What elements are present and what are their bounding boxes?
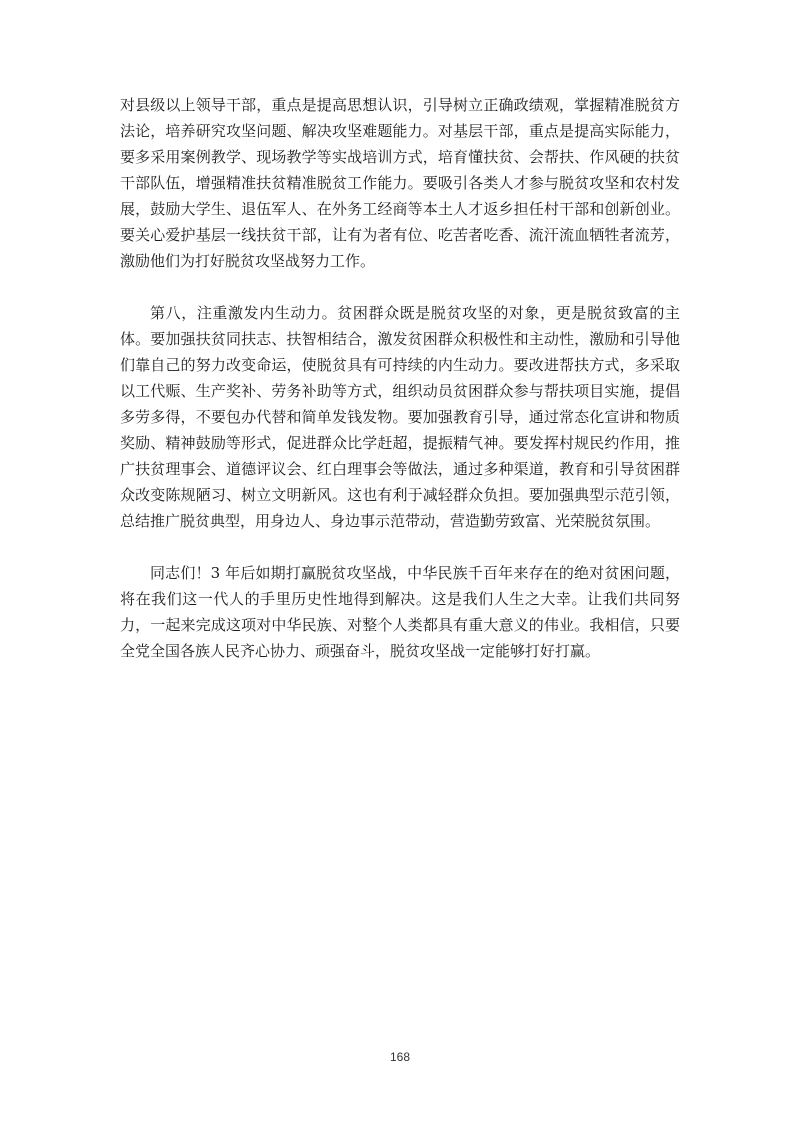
paragraph-eighth-point: 第八，注重激发内生动力。贫困群众既是脱贫攻坚的对象，更是脱贫致富的主体。要加强扶贫同扶志、扶智相结合，激发贫困群众积极性和主动性，激励和引导他们靠自己的努力改变命运，使脱贫具有可持续的内生动力。要改进帮扶方式，多采取以工代赈、生产奖补、劳务补助等方式，组织动员贫困群众参与帮扶项目实施，提倡多劳多得，不要包办代替和简单发钱发物。要加强教育引导，通过常态化宣讲和物质奖励、精神鼓励等形式，促进群众比学赶超，提振精气神。要发挥村规民约作用，推广扶贫理事会、道德评议会、红白理事会等做法，通过多种渠道，教育和引导贫困群众改变陈规陋习、树立文明新风。这也有利于减轻群众负担。要加强典型示范引领，总结推广脱贫典型，用身边人、身边事示范带动，营造勤劳致富、光荣脱贫氛围。 [120,304,680,530]
paragraph-closing: 同志们！3 年后如期打赢脱贫攻坚战，中华民族千百年来存在的绝对贫困问题，将在我们这一代人的手里历史性地得到解决。这是我们人生之大幸。让我们共同努力，一起来完成这项对中华民族、对整个人类都具有重大意义的伟业。我相信，只要全党全国各族人民齐心协力、顽强奋斗，脱贫攻坚战一定能够打好打赢。 [120,564,680,660]
page-number: 168 [389,1050,411,1064]
document-body [120,92,680,690]
paragraph-cadre-training: 对县级以上领导干部，重点是提高思想认识，引导树立正确政绩观，掌握精准脱贫方法论，培养研究攻坚问题、解决攻坚难题能力。对基层干部，重点是提高实际能力，要多采用案例教学、现场教学等实战培训方式，培育懂扶贫、会帮扶、作风硬的扶贫干部队伍，增强精准扶贫精准脱贫工作能力。要吸引各类人才参与脱贫攻坚和农村发展，鼓励大学生、退伍军人、在外务工经商等本土人才返乡担任村干部和创新创业。要关心爱护基层一线扶贫干部，让有为者有位、吃苦者吃香、流汗流血牺牲者流芳，激励他们为打好脱贫攻坚战努力工作。 [120,96,680,270]
